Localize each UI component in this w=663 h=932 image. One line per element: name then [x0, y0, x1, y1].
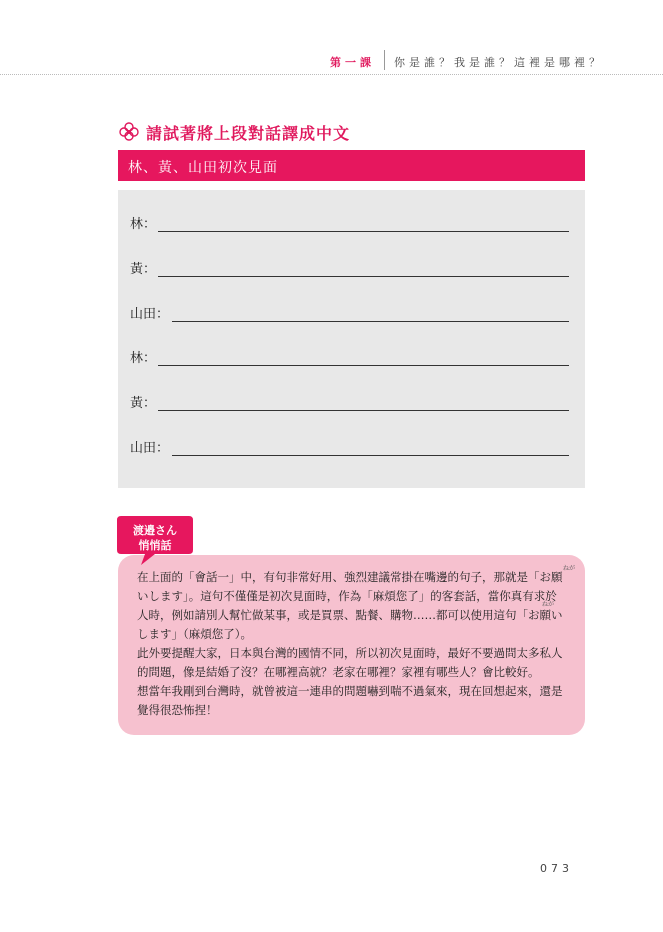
tip-text-line: します」（麻煩您了）。	[137, 627, 252, 641]
translation-practice-panel	[118, 190, 585, 488]
speaker-label: 黃：	[130, 262, 157, 277]
answer-line[interactable]	[158, 276, 569, 277]
lesson-title: 你是誰？我是誰？這裡是哪裡？	[394, 56, 604, 69]
answer-row	[118, 251, 585, 281]
speaker-label: 黃：	[130, 396, 157, 411]
section-heading	[118, 120, 350, 144]
tip-text-line: 的問題，像是結婚了沒？在哪裡高就？老家在哪裡？家裡有哪些人？會比較好。	[137, 665, 540, 679]
header-divider	[384, 50, 385, 70]
tip-text-line: いします」。這句不僅僅是初次見面時，作為「麻煩您了」的客套話，當你真有求於	[137, 589, 557, 603]
speaker-label: 林：	[130, 217, 157, 232]
dialogue-banner	[118, 150, 585, 181]
tip-text-line: 想當年我剛到台灣時，就曾被這一連串的問題嚇到喘不過氣來，現在回想起來，還是	[137, 684, 563, 698]
lesson-label: 第一課	[330, 56, 375, 69]
answer-row	[118, 206, 585, 236]
tip-tag-author: 渡邉さん	[133, 524, 177, 537]
tip-text-line: 人時，例如請別人幫忙做某事，或是買票、點餐、購物……都可以使用這句「お願い	[137, 608, 563, 622]
answer-row	[118, 385, 585, 415]
furigana: ねが	[542, 601, 555, 608]
tip-text-line: 在上面的「會話一」中，有句非常好用、強烈建議常掛在嘴邊的句子，那就是「お願	[137, 570, 563, 584]
tip-tag	[115, 514, 195, 566]
answer-line[interactable]	[158, 231, 569, 232]
tip-text-line: 覺得很恐怖捏！	[137, 703, 218, 717]
tip-tag-label: 悄悄話	[138, 539, 172, 552]
tip-text-line: 此外要提醒大家，日本與台灣的國情不同，所以初次見面時，最好不要過問太多私人	[137, 646, 563, 660]
answer-row	[118, 340, 585, 370]
banner-title: 林、黃、山田初次見面	[128, 160, 278, 176]
page-number: 073	[540, 862, 573, 875]
speaker-label: 林：	[130, 351, 157, 366]
answer-line[interactable]	[158, 365, 569, 366]
answer-line[interactable]	[172, 321, 569, 322]
answer-line[interactable]	[172, 455, 569, 456]
answer-row	[118, 430, 585, 460]
furigana: ねが	[563, 565, 576, 572]
speaker-label: 山田：	[130, 307, 170, 322]
page-header	[0, 44, 663, 76]
answer-row	[118, 296, 585, 326]
flower-icon	[118, 122, 140, 142]
answer-line[interactable]	[158, 410, 569, 411]
speaker-label: 山田：	[130, 441, 170, 456]
section-title: 請試著將上段對話譯成中文	[146, 123, 351, 143]
header-dotted-rule	[0, 74, 663, 75]
